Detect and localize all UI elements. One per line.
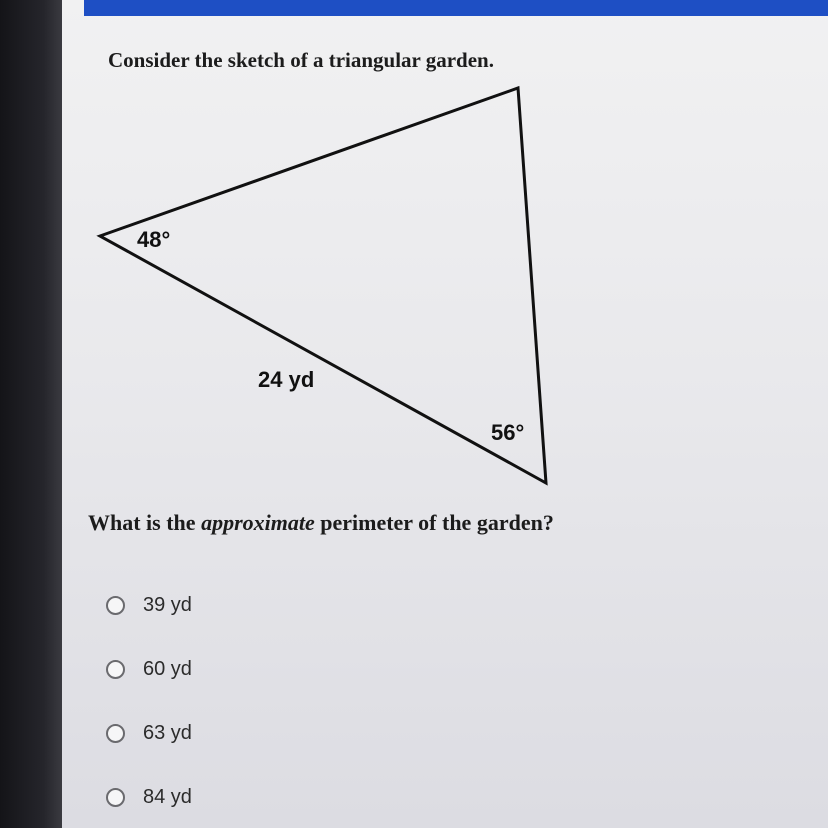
radio-button[interactable] <box>106 724 125 743</box>
answer-choices <box>106 590 192 828</box>
radio-button[interactable] <box>106 788 125 807</box>
monitor-bezel <box>0 0 62 828</box>
question-intro: Consider the sketch of a triangular garden. <box>108 48 494 72</box>
answer-option-39[interactable] <box>106 590 192 620</box>
quiz-screen <box>62 0 828 828</box>
radio-button[interactable] <box>106 660 125 679</box>
answer-option-60[interactable] <box>106 654 192 684</box>
side-length-label: 24 yd <box>258 367 315 392</box>
question-prompt <box>88 510 554 536</box>
answer-label: 60 yd <box>143 657 192 680</box>
answer-option-84[interactable] <box>106 782 192 812</box>
answer-label: 39 yd <box>143 593 192 616</box>
angle-left-label: 48° <box>137 227 171 252</box>
angle-bottom-label: 56° <box>491 420 525 445</box>
prompt-start: What is the <box>88 510 202 535</box>
radio-button[interactable] <box>106 596 125 615</box>
answer-label: 84 yd <box>143 785 192 808</box>
garden-triangle <box>100 88 546 483</box>
triangle-diagram <box>62 0 828 500</box>
prompt-end: perimeter of the garden? <box>314 510 554 535</box>
answer-label: 63 yd <box>143 721 192 744</box>
answer-option-63[interactable] <box>106 718 192 748</box>
prompt-emphasis: approximate <box>201 510 315 535</box>
